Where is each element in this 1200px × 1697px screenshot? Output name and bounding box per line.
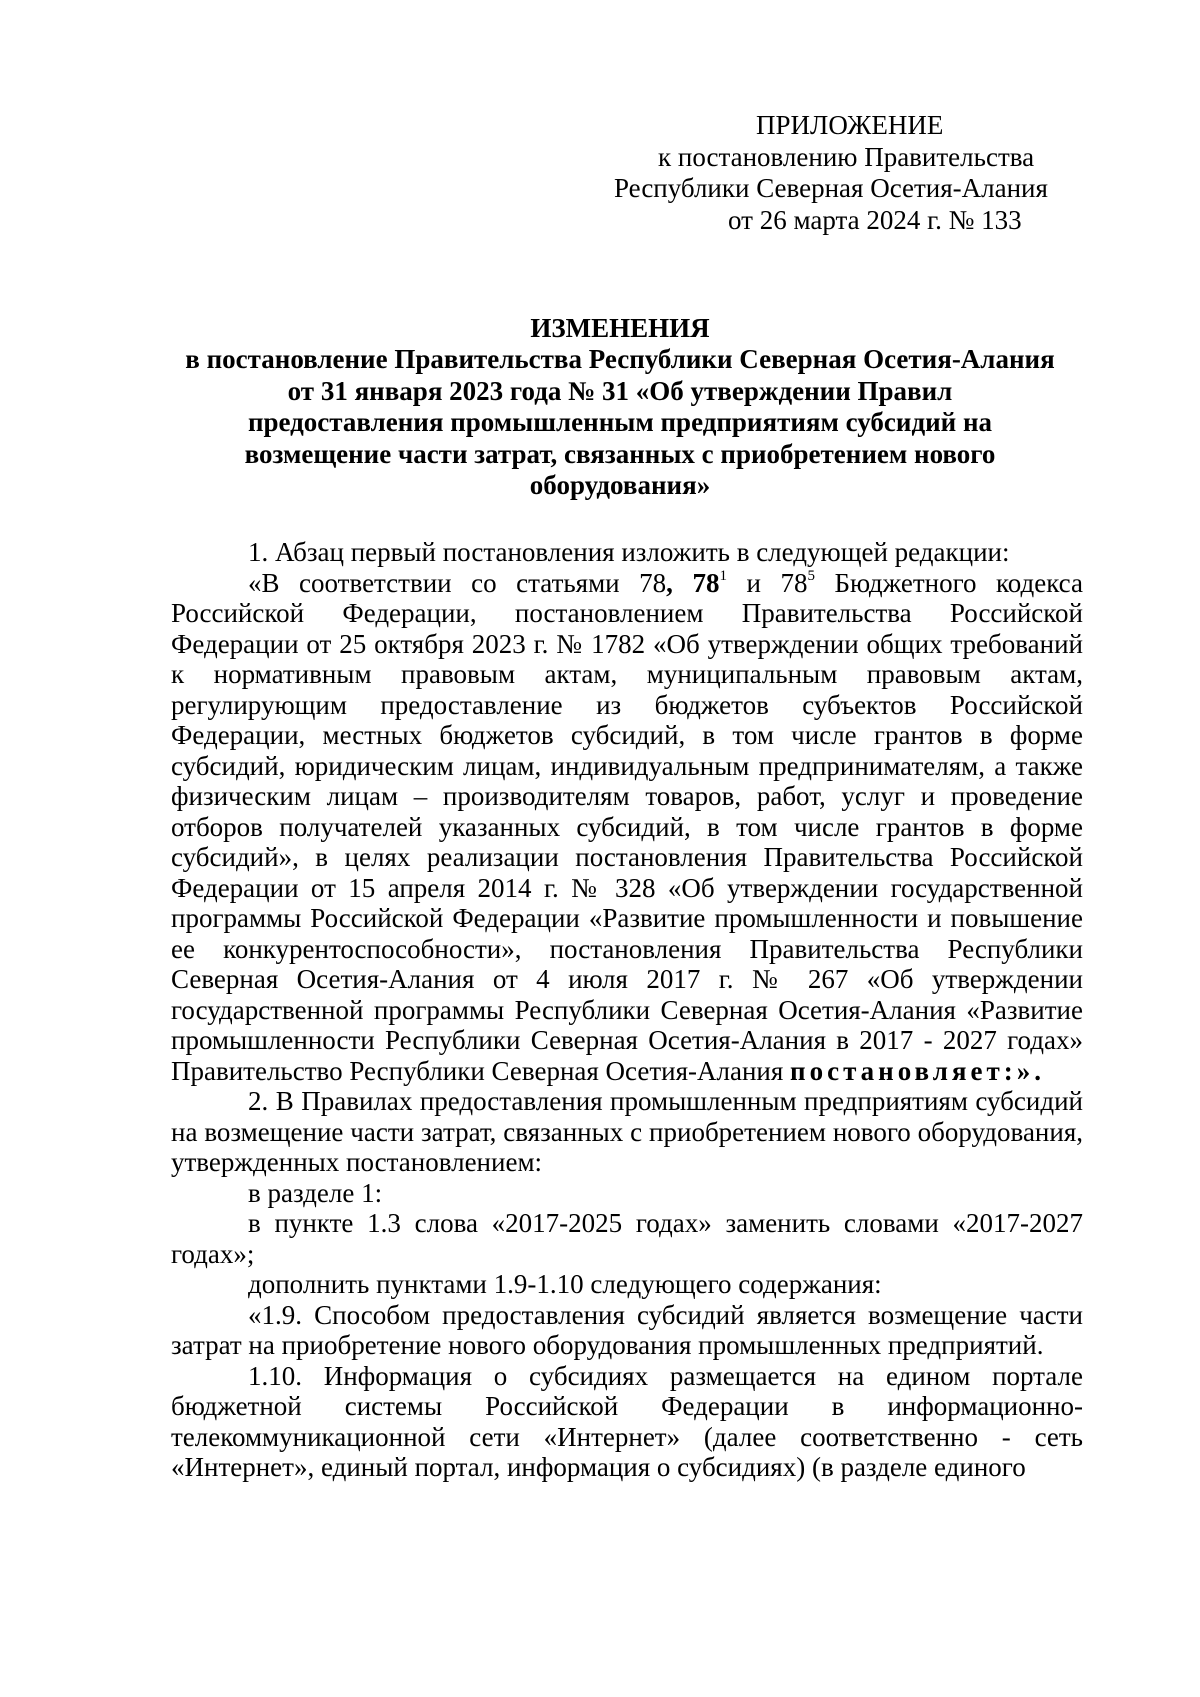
heading-line-5: оборудования» bbox=[529, 470, 711, 501]
superscript-1: 1 bbox=[719, 567, 727, 584]
paragraph-8: 1.10. Информация о субсидиях размещается на едином портале бюджетной системы Российской Федерации в информационно-телекоммуникационной сети «Интернет» (далее соответственно - сеть «Интернет», единый портал, информация о субсидиях) (в разделе единого bbox=[171, 1360, 1083, 1482]
paragraph-3: 2. В Правилах предоставления промышленным предприятиям субсидий на возмещение части затрат, связанных с приобретением нового оборудования, утвержденных постановлением: bbox=[171, 1086, 1083, 1177]
appendix-line-3: Республики Северная Осетия-Алания bbox=[614, 173, 1048, 203]
heading-line-2: от 31 января 2023 года № 31 «Об утверждении Правил bbox=[287, 375, 953, 406]
appendix-line-2: к постановлению Правительства bbox=[658, 141, 1035, 172]
document-body bbox=[171, 537, 1083, 1483]
heading-line-1: в постановление Правительства Республики Северная Осетия-Алания bbox=[185, 344, 1055, 375]
paragraph-2 bbox=[171, 568, 1083, 1087]
paragraph-4: в разделе 1: bbox=[248, 1177, 383, 1208]
resolve-word: постановляет:». bbox=[790, 1055, 1046, 1086]
paragraph-7: «1.9. Способом предоставления субсидий является возмещение части затрат на приобретение нового оборудования промышленных предприятий. bbox=[171, 1299, 1083, 1360]
paragraph-1: 1. Абзац первый постановления изложить в следующей редакции: bbox=[248, 537, 1010, 567]
appendix-block bbox=[614, 110, 1094, 236]
paragraph-5: в пункте 1.3 слова «2017-2025 годах» заменить словами «2017-2027 годах»; bbox=[171, 1208, 1083, 1269]
superscript-5: 5 bbox=[807, 567, 815, 584]
paragraph-2-part-a: «В соответствии со статьями 78 bbox=[248, 567, 667, 598]
heading-title: ИЗМЕНЕНИЯ bbox=[530, 313, 710, 343]
paragraph-2-part-d: Бюджетного кодекса Российской Федерации, постановлением Правительства Российской Федерации от 25 октября 2023 г. № 1782 «Об утверждении общих требований к нормативным правовым актам, муниципальным правовым актам, регулирующим предоставление из бюджетов субъектов Российской Федерации, местных бюджетов субсидий, в том числе грантов в форме субсидий, юридическим лицам, индивидуальным предпринимателям, а также физическим лицам – производителям товаров, работ, услуг и проведение отборов получателей указанных субсидий, в том числе грантов в форме субсидий», в целях реализации постановления Правительства Российской Федерации от 15 апреля 2014 г. № 328 «Об утверждении государственной программы Российской Федерации «Развитие промышленности и повышение ее конкурентоспособности», постановления Правительства Республики Северная Осетия-Алания от 4 июля 2017 г. № 267 «Об утверждении государственной программы Республики Северная Осетия-Алания «Развитие промышленности Республики Северная Осетия-Алания в 2017 - 2027 годах» Правительство Республики Северная Осетия-Алания bbox=[171, 567, 1083, 1086]
paragraph-2-part-b: , 78 bbox=[666, 567, 720, 598]
paragraph-6: дополнить пунктами 1.9-1.10 следующего содержания: bbox=[248, 1269, 882, 1299]
appendix-line-4: от 26 марта 2024 г. № 133 bbox=[728, 204, 1022, 235]
paragraph-2-part-c: и 78 bbox=[726, 567, 808, 598]
appendix-title: ПРИЛОЖЕНИЕ bbox=[756, 110, 944, 140]
heading-line-3: предоставления промышленным предприятиям субсидий на bbox=[247, 407, 993, 438]
document-heading bbox=[160, 313, 1080, 501]
heading-line-4: возмещение части затрат, связанных с приобретением нового bbox=[244, 438, 996, 469]
